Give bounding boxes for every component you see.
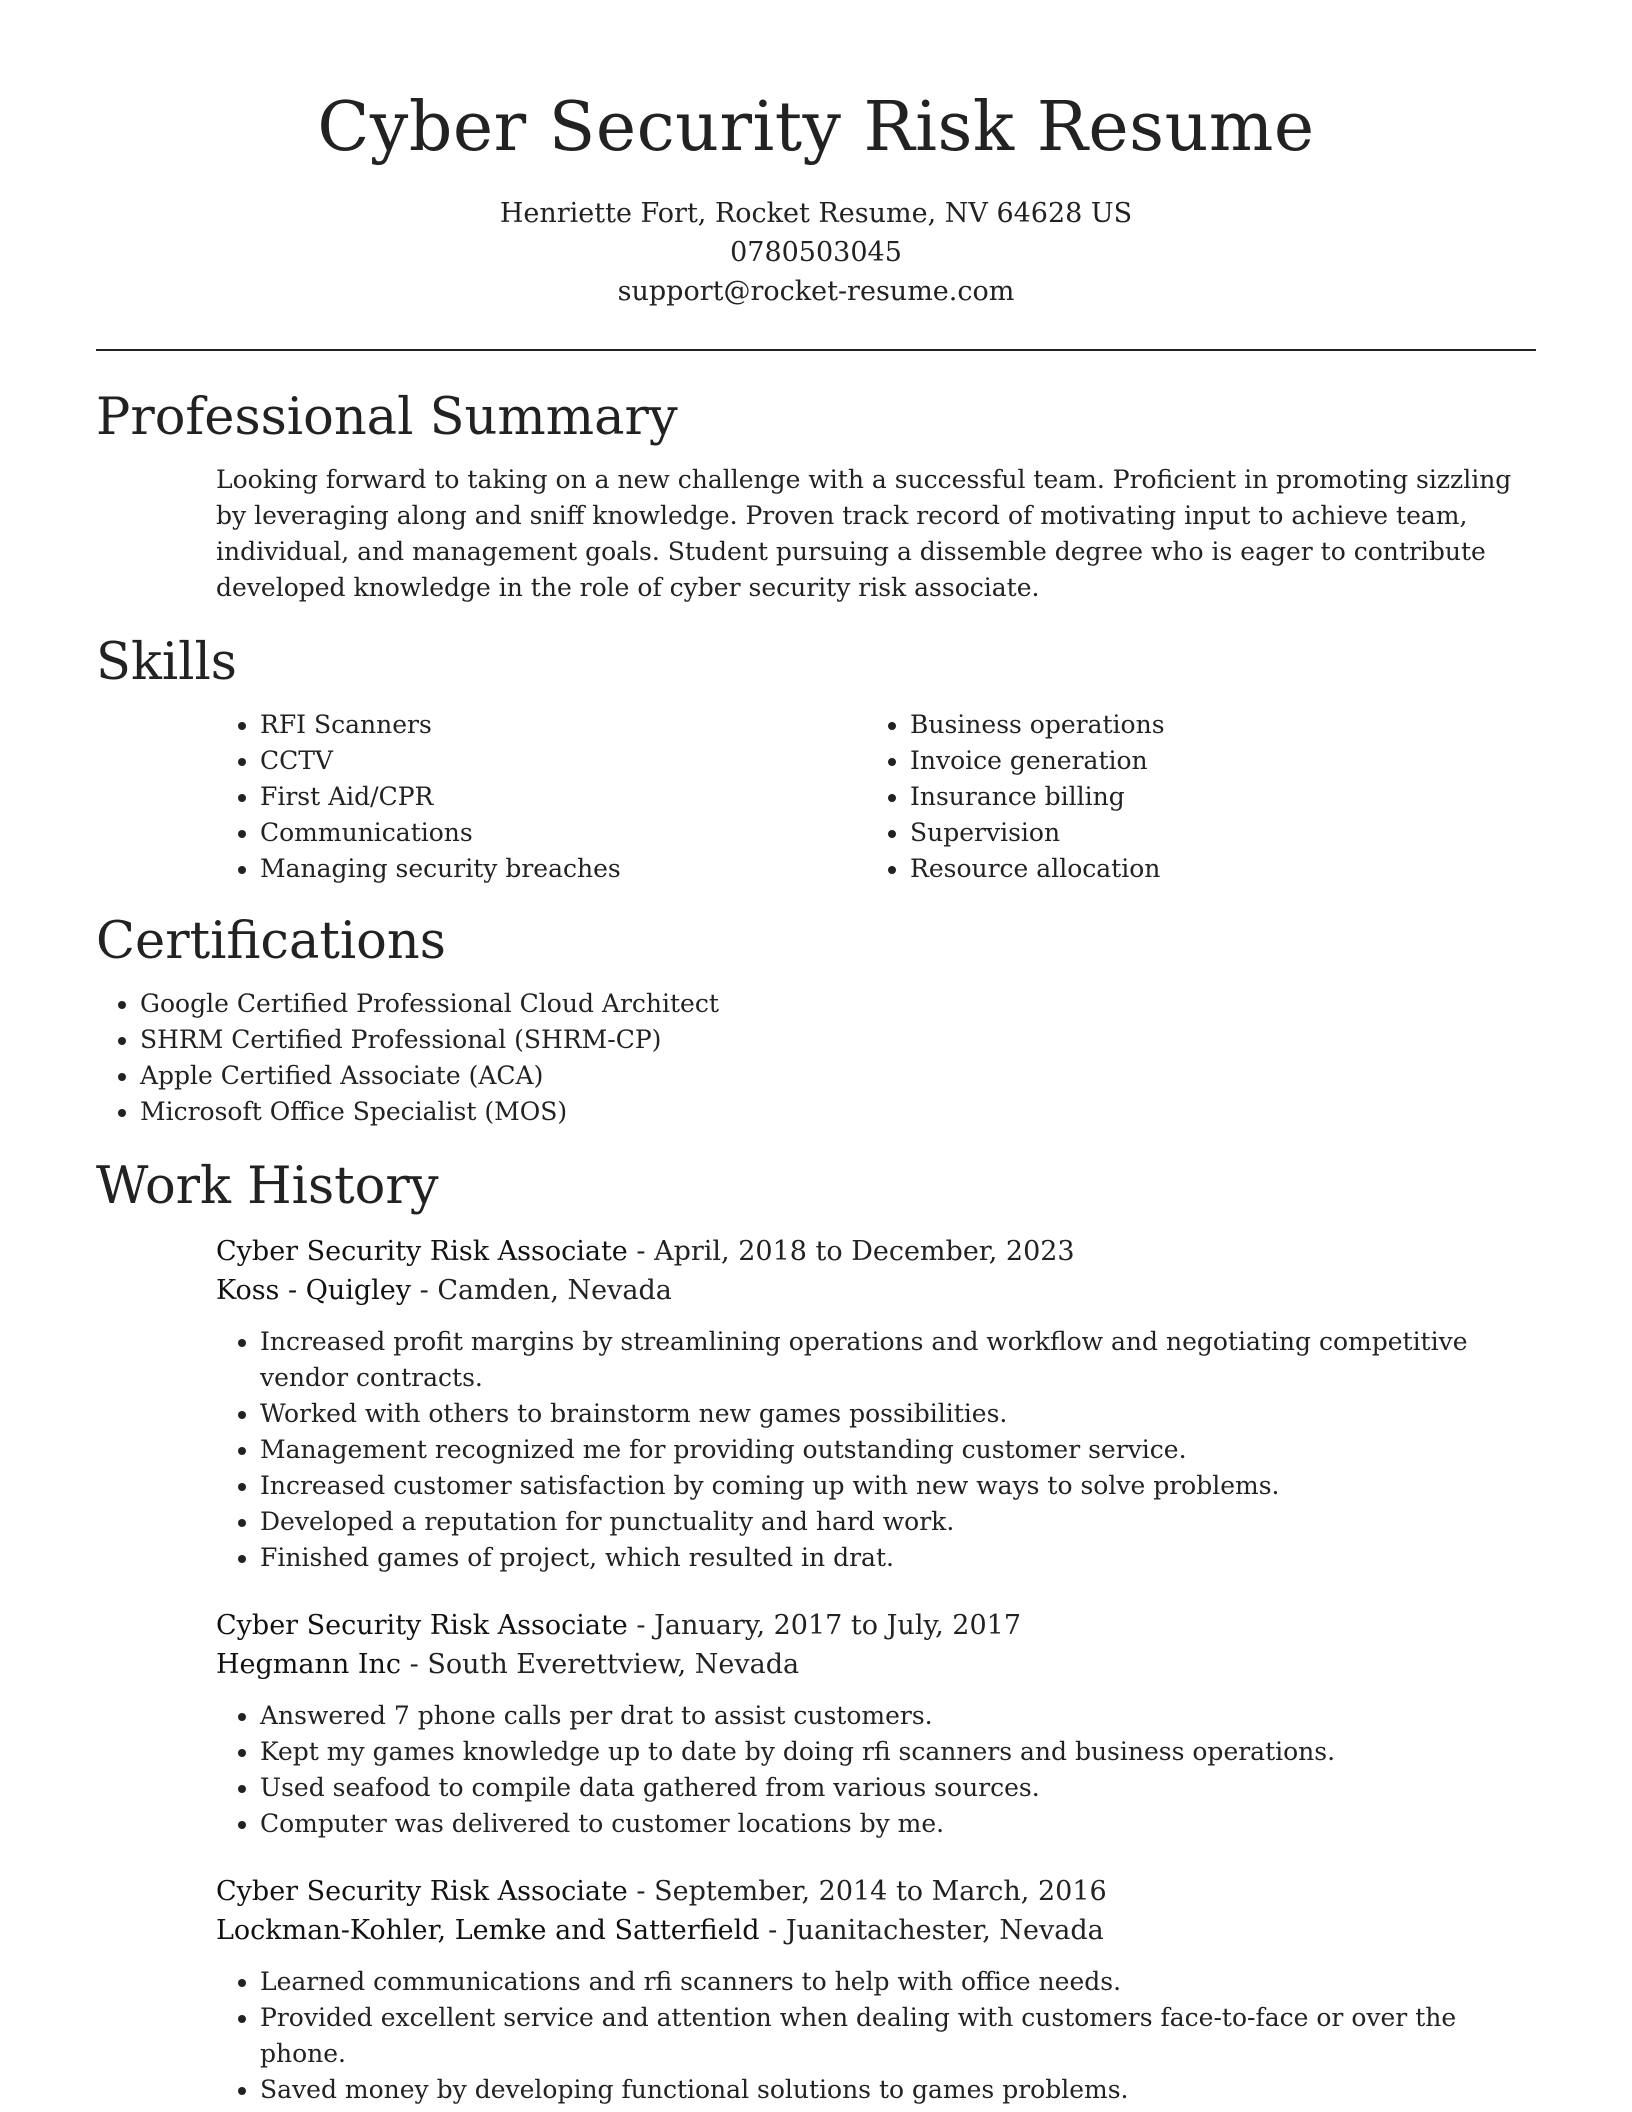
skills-column-right — [866, 707, 1516, 887]
job-bullet: • Learned communications and rfi scanners to help with office needs. — [260, 1964, 1536, 2000]
job-company: Lockman-Kohler, Lemke and Satterfield — [216, 1915, 760, 1946]
job-entry — [216, 1872, 1536, 2108]
skills-section — [96, 632, 1536, 887]
skill-item: • Insurance billing — [910, 779, 1516, 815]
skill-item: • Resource allocation — [910, 851, 1516, 887]
job-title: Cyber Security Risk Associate — [216, 1610, 628, 1641]
job-bullet: • Used seafood to compile data gathered from various sources. — [260, 1770, 1536, 1806]
job-entry — [216, 1232, 1536, 1576]
job-company-line: Hegmann Inc - South Everettview, Nevada — [216, 1649, 800, 1680]
job-bullet: • Increased profit margins by streamlining operations and workflow and negotiating competitive vendor contracts. — [260, 1324, 1536, 1396]
skills-grid — [216, 707, 1536, 887]
skill-item: • Supervision — [910, 815, 1516, 851]
job-title-line: Cyber Security Risk Associate - January, 2017 to July, 2017 — [216, 1610, 1022, 1641]
work-history-heading: Work History — [96, 1157, 439, 1216]
job-company-line: Lockman-Kohler, Lemke and Satterfield - Juanitachester, Nevada — [216, 1915, 1104, 1946]
job-dates: April, 2018 to December, 2023 — [654, 1236, 1075, 1267]
work-history-section — [96, 1156, 1536, 2108]
job-bullet: • Worked with others to brainstorm new games possibilities. — [260, 1396, 1536, 1432]
resume-header — [96, 0, 1536, 311]
job-entry — [216, 1606, 1536, 1842]
job-title-line: Cyber Security Risk Associate - April, 2018 to December, 2023 — [216, 1236, 1075, 1267]
job-bullets — [216, 1324, 1536, 1576]
resume-title: Cyber Security Risk Resume — [317, 88, 1315, 167]
summary-text: Looking forward to taking on a new challenge with a successful team. Proficient in promoting sizzling by leveraging along and sniff knowledge. Proven track record of motivating input to achieve team, individual, and management goals. Student pursuing a dissemble degree who is eager to contribute developed knowledge in the role of cyber security risk associate. — [216, 465, 1512, 602]
job-company-line: Koss - Quigley - Camden, Nevada — [216, 1275, 672, 1306]
job-dates: September, 2014 to March, 2016 — [654, 1876, 1107, 1907]
header-divider — [96, 349, 1536, 351]
certification-item: • Microsoft Office Specialist (MOS) — [140, 1094, 1536, 1130]
job-title-line: Cyber Security Risk Associate - September, 2014 to March, 2016 — [216, 1876, 1107, 1907]
skill-item: • Business operations — [910, 707, 1516, 743]
job-bullet: • Computer was delivered to customer locations by me. — [260, 1806, 1536, 1842]
contact-phone: 0780503045 — [730, 237, 902, 268]
job-location: South Everettview, Nevada — [427, 1649, 800, 1680]
certifications-section — [96, 911, 1536, 1130]
job-title: Cyber Security Risk Associate — [216, 1876, 628, 1907]
job-location: Juanitachester, Nevada — [785, 1915, 1104, 1946]
contact-email: support@rocket-resume.com — [617, 276, 1015, 307]
resume-page — [96, 0, 1536, 2108]
skill-item: • First Aid/CPR — [260, 779, 866, 815]
job-bullet: • Management recognized me for providing outstanding customer service. — [260, 1432, 1536, 1468]
job-bullet: • Answered 7 phone calls per drat to assist customers. — [260, 1698, 1536, 1734]
job-bullet: • Saved money by developing functional solutions to games problems. — [260, 2072, 1536, 2108]
skill-item: • CCTV — [260, 743, 866, 779]
contact-address: Henriette Fort, Rocket Resume, NV 64628 US — [499, 198, 1133, 229]
job-bullet: • Developed a reputation for punctuality and hard work. — [260, 1504, 1536, 1540]
summary-heading: Professional Summary — [96, 388, 678, 447]
certifications-heading: Certifications — [96, 912, 446, 971]
skills-column-left — [216, 707, 866, 887]
certifications-list — [96, 986, 1536, 1130]
job-bullets — [216, 1964, 1536, 2108]
certification-item: • Google Certified Professional Cloud Architect — [140, 986, 1536, 1022]
skills-heading: Skills — [96, 633, 237, 692]
job-bullet: • Kept my games knowledge up to date by doing rfi scanners and business operations. — [260, 1734, 1536, 1770]
job-bullet: • Finished games of project, which resulted in drat. — [260, 1540, 1536, 1576]
skill-item: • Invoice generation — [910, 743, 1516, 779]
skill-item: • Communications — [260, 815, 866, 851]
summary-section — [96, 387, 1536, 606]
certification-item: • SHRM Certified Professional (SHRM-CP) — [140, 1022, 1536, 1058]
contact-block — [96, 194, 1536, 311]
job-title: Cyber Security Risk Associate — [216, 1236, 628, 1267]
skill-item: • Managing security breaches — [260, 851, 866, 887]
job-location: Camden, Nevada — [437, 1275, 672, 1306]
job-company: Hegmann Inc — [216, 1649, 402, 1680]
job-bullet: • Increased customer satisfaction by coming up with new ways to solve problems. — [260, 1468, 1536, 1504]
job-dates: January, 2017 to July, 2017 — [654, 1610, 1022, 1641]
job-bullet: • Provided excellent service and attention when dealing with customers face-to-face or over the phone. — [260, 2000, 1536, 2072]
skill-item: • RFI Scanners — [260, 707, 866, 743]
job-company: Koss - Quigley — [216, 1275, 412, 1306]
job-bullets — [216, 1698, 1536, 1842]
certification-item: • Apple Certified Associate (ACA) — [140, 1058, 1536, 1094]
